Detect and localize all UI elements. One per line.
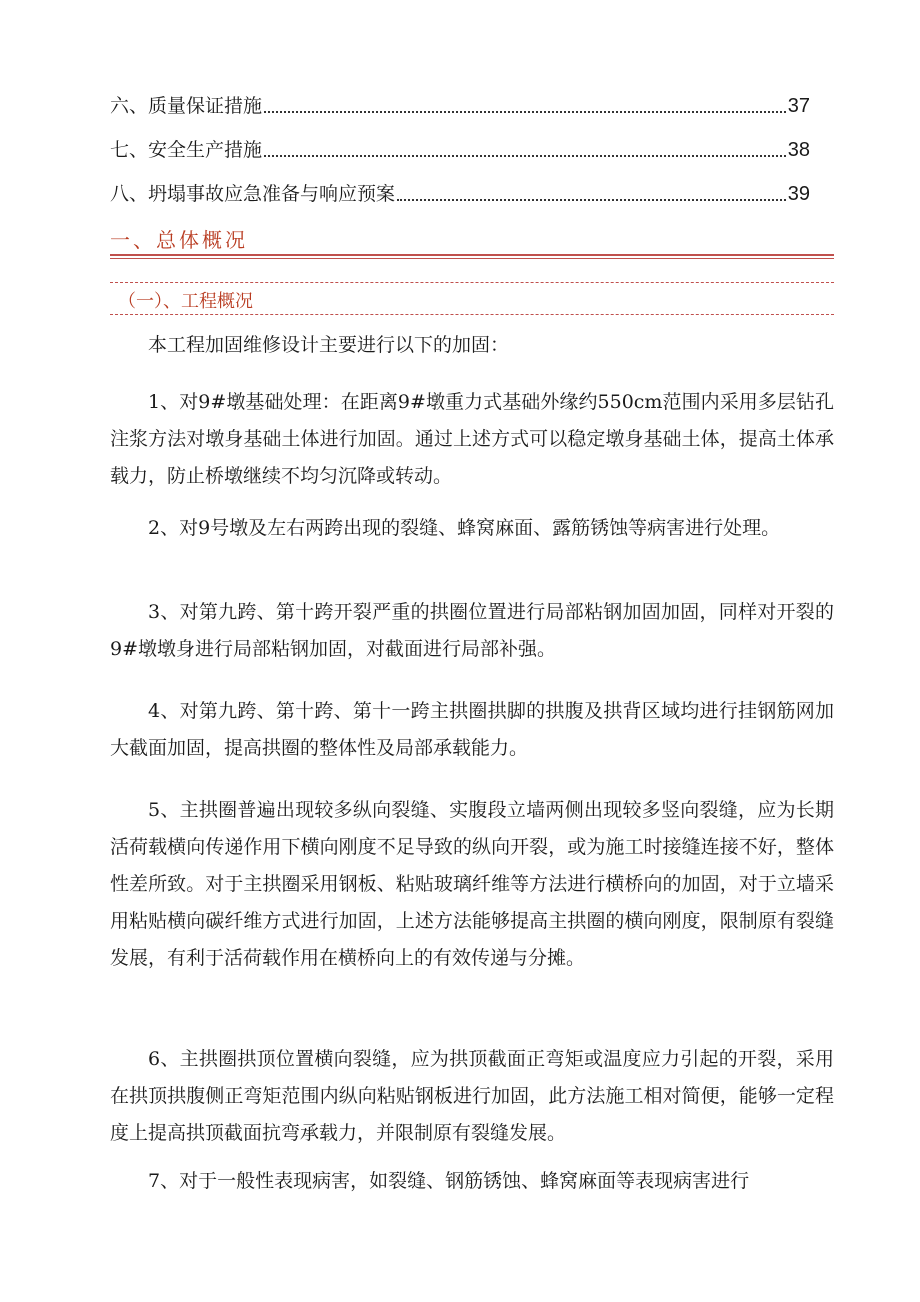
heading-rule [110,254,834,256]
heading-rule-thin [110,258,834,259]
toc-leader-dots [264,111,786,113]
section-heading: 一、总体概况 [110,228,248,252]
subheading-rule-bottom [110,314,834,315]
toc-page-number: 38 [787,139,810,161]
toc-entry-safety[interactable] [110,132,810,162]
toc-label: 六、质量保证措施 [110,95,263,117]
item-paragraph-2: 2、对9号墩及左右两跨出现的裂缝、蜂窝麻面、露筋锈蚀等病害进行处理。 [148,517,781,539]
intro-paragraph: 本工程加固维修设计主要进行以下的加固： [148,334,510,356]
toc-page-number: 39 [787,183,810,205]
subsection-heading: （一）、工程概况 [118,291,253,312]
toc-label: 七、安全生产措施 [110,139,263,161]
item-paragraph-7: 7、对于一般性表现病害，如裂缝、钢筋锈蚀、蜂窝麻面等表现病害进行 [148,1170,750,1192]
toc-page-number: 37 [787,95,810,117]
item-paragraph-4: 4、对第九跨、第十跨、第十一跨主拱圈拱脚的拱腹及拱背区域均进行挂钢筋网加大截面加固，提高拱圈的整体性及局部承载能力。 [110,700,834,759]
item-paragraph-5: 5、主拱圈普遍出现较多纵向裂缝、实腹段立墙两侧出现较多竖向裂缝，应为长期活荷载横向传递作用下横向刚度不足导致的纵向开裂，或为施工时接缝连接不好，整体性差所致。对于主拱圈采用钢板、粘贴玻璃纤维等方法进行横桥向的加固，对于立墙采用粘贴横向碳纤维方式进行加固，上述方法能够提高主拱圈的横向刚度，限制原有裂缝发展，有利于活荷载作用在横桥向上的有效传递与分摊。 [110,799,834,969]
item-paragraph-1: 1、对9#墩基础处理：在距离9#墩重力式基础外缘约550cm范围内采用多层钻孔注浆方法对墩身基础土体进行加固。通过上述方式可以稳定墩身基础土体，提高土体承载力，防止桥墩继续不均匀沉降或转动。 [110,391,834,487]
item-paragraph-6: 6、主拱圈拱顶位置横向裂缝，应为拱顶截面正弯矩或温度应力引起的开裂，采用在拱顶拱腹侧正弯矩范围内纵向粘贴钢板进行加固，此方法施工相对简便，能够一定程度上提高拱顶截面抗弯承载力，并限制原有裂缝发展。 [110,1048,834,1144]
toc-leader-dots [397,199,786,201]
subheading-rule-top [110,282,834,283]
toc-entry-emergency[interactable] [110,176,810,206]
toc-leader-dots [264,155,786,157]
toc-label: 八、坍塌事故应急准备与响应预案 [110,183,396,205]
item-paragraph-3: 3、对第九跨、第十跨开裂严重的拱圈位置进行局部粘钢加固加固，同样对开裂的9#墩墩身进行局部粘钢加固，对截面进行局部补强。 [110,601,834,660]
toc-entry-quality[interactable] [110,88,810,118]
